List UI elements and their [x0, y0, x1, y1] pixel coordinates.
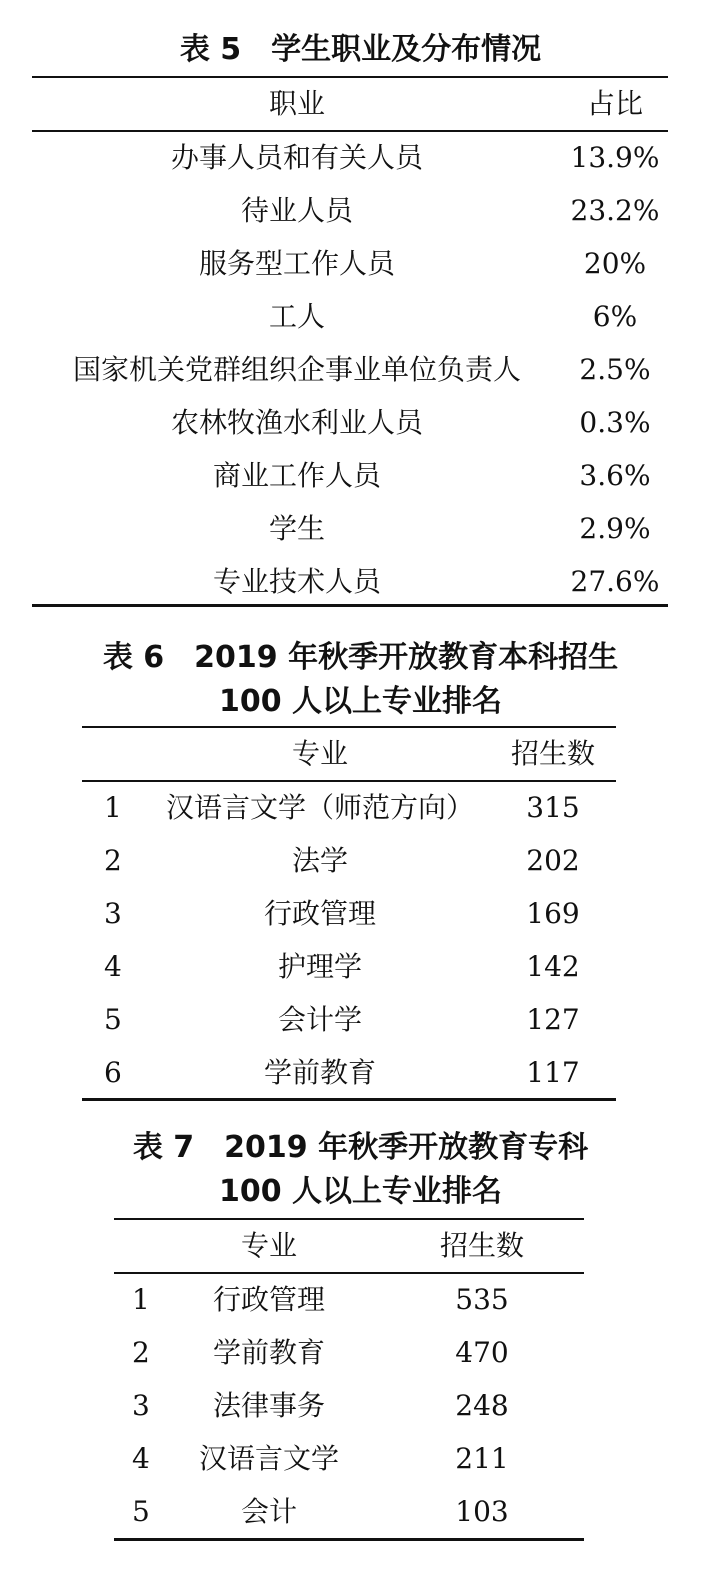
table5-share-cell: 3.6%: [579, 459, 651, 492]
table5-occupation-cell: 农林牧渔水利业人员: [170, 406, 423, 439]
table5-share-cell: 0.3%: [579, 406, 651, 439]
table5-header-share: 占比: [586, 87, 643, 120]
table5-occupation-cell: 服务型工作人员: [198, 247, 395, 280]
table5-share-cell: 13.9%: [570, 141, 660, 174]
table7-count-cell: 103: [455, 1495, 509, 1528]
table6-major-cell: 会计学: [277, 1003, 362, 1036]
table6-title-line1: 表 6 2019 年秋季开放教育本科招生: [102, 640, 619, 675]
table6-header-major: 专业: [291, 737, 348, 770]
table7-major-cell: 学前教育: [212, 1336, 325, 1369]
table6-major-cell: 法学: [291, 844, 348, 877]
table5-share-cell: 2.9%: [579, 512, 651, 545]
table7-count-cell: 248: [455, 1389, 509, 1422]
table7-rank-cell: 4: [132, 1442, 150, 1475]
table7-header-count: 招生数: [439, 1229, 524, 1262]
table5-share-cell: 20%: [583, 247, 647, 280]
table7-rank-cell: 3: [132, 1389, 150, 1422]
table6-count-cell: 142: [526, 950, 580, 983]
table7-title-line2: 100 人以上专业排名: [218, 1174, 503, 1209]
table7-major-cell: 行政管理: [212, 1283, 325, 1316]
table6-count-cell: 202: [526, 844, 580, 877]
table7-major-cell: 法律事务: [212, 1389, 325, 1422]
table7-rank-cell: 2: [132, 1336, 150, 1369]
table7-major-cell: 汉语言文学: [198, 1442, 339, 1475]
table7-count-cell: 470: [455, 1336, 509, 1369]
table6-major-cell: 学前教育: [263, 1056, 376, 1089]
table7-bottom-rule: [114, 1538, 584, 1541]
table6-rank-cell: 4: [104, 950, 122, 983]
table7-rank-cell: 5: [132, 1495, 150, 1528]
table5-title: 表 5 学生职业及分布情况: [179, 32, 542, 67]
table6-count-cell: 117: [526, 1056, 580, 1089]
table6-rank-cell: 3: [104, 897, 122, 930]
table7-header-major: 专业: [240, 1229, 297, 1262]
table5-occupation-cell: 商业工作人员: [212, 459, 381, 492]
table6-major-cell: 行政管理: [263, 897, 376, 930]
table5-occupation-cell: 学生: [268, 512, 325, 545]
table6-rank-cell: 2: [104, 844, 122, 877]
table5-bottom-rule: [32, 604, 668, 607]
table6-count-cell: 315: [526, 791, 580, 824]
table6-count-cell: 127: [526, 1003, 580, 1036]
table7-count-cell: 211: [455, 1442, 509, 1475]
table7-major-cell: 会计: [240, 1495, 297, 1528]
table6-header-count: 招生数: [510, 737, 595, 770]
table6-major-cell: 汉语言文学（师范方向）: [165, 791, 474, 824]
table6-count-cell: 169: [526, 897, 580, 930]
table5-occupation-cell: 待业人员: [240, 194, 353, 227]
table5-occupation-cell: 专业技术人员: [212, 565, 381, 598]
table5-share-cell: 6%: [592, 300, 638, 333]
table5-occupation-cell: 办事人员和有关人员: [170, 141, 423, 174]
table7-count-cell: 535: [455, 1283, 509, 1316]
table5-share-cell: 23.2%: [570, 194, 660, 227]
table5-share-cell: 27.6%: [570, 565, 660, 598]
table5-header-occupation: 职业: [268, 87, 325, 120]
table5-occupation-cell: 国家机关党群组织企事业单位负责人: [72, 353, 521, 386]
table6-major-cell: 护理学: [277, 950, 362, 983]
table6-bottom-rule: [82, 1098, 616, 1101]
table5-share-cell: 2.5%: [579, 353, 651, 386]
table6-rank-cell: 5: [104, 1003, 122, 1036]
table6-rank-cell: 6: [104, 1056, 122, 1089]
table5-occupation-cell: 工人: [268, 300, 325, 333]
table6-title-line2: 100 人以上专业排名: [218, 684, 503, 719]
table7-rank-cell: 1: [132, 1283, 150, 1316]
table7-title-line1: 表 7 2019 年秋季开放教育专科: [132, 1130, 589, 1165]
table6-rank-cell: 1: [104, 791, 122, 824]
